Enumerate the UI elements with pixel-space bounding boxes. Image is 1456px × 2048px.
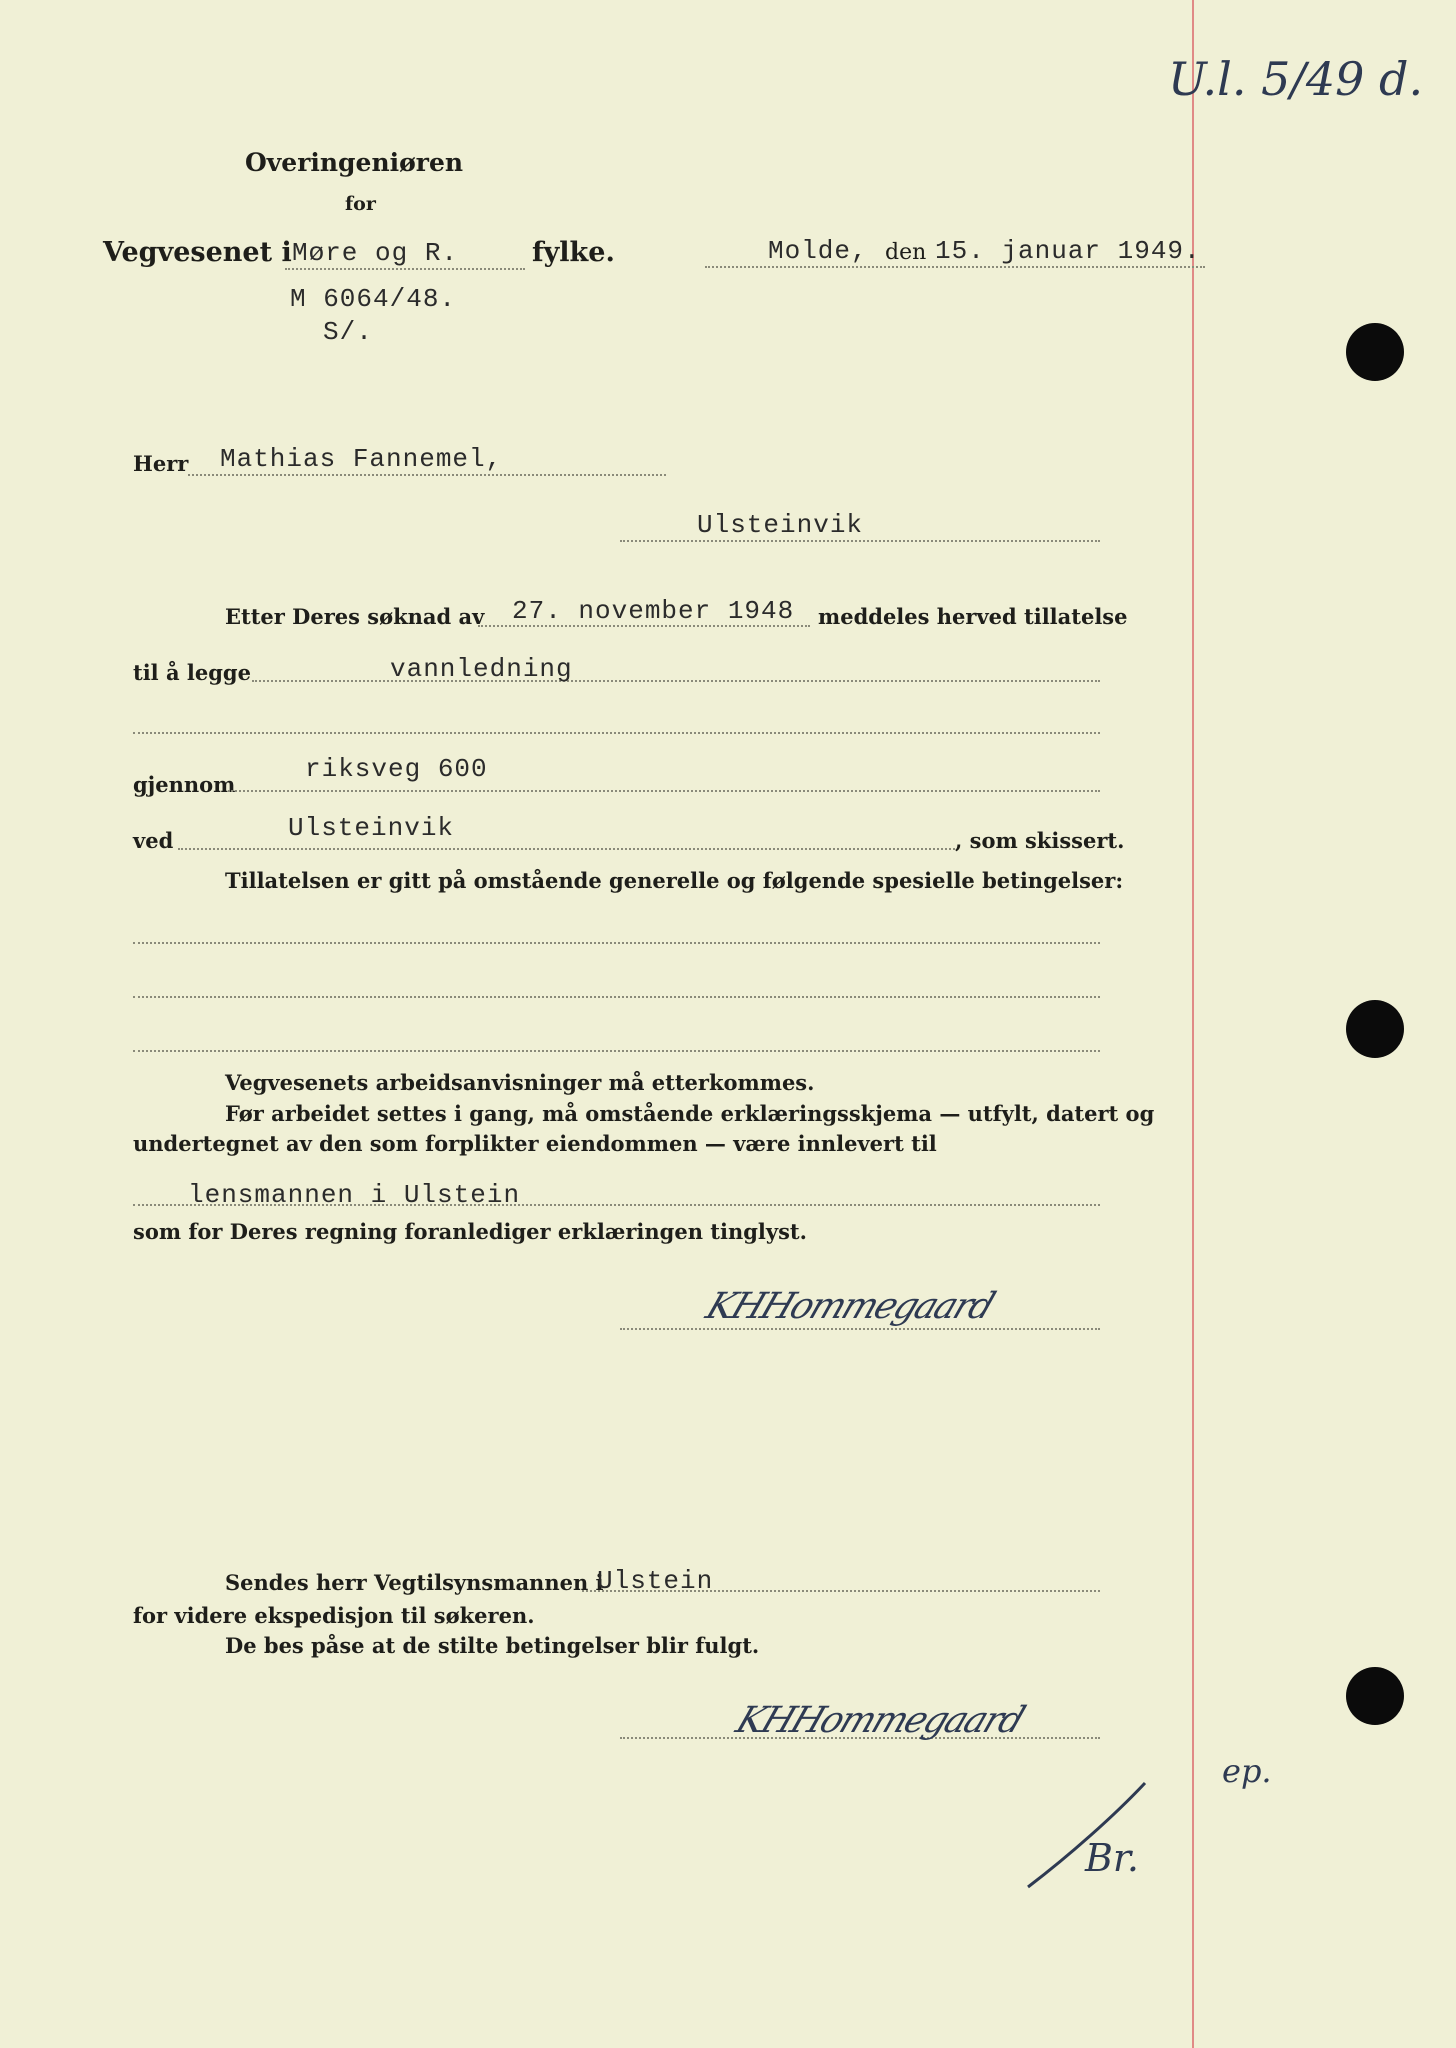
place-value: Molde,: [768, 236, 868, 266]
county-dotted-line: [285, 268, 525, 270]
conditions-line-3: [133, 1050, 1100, 1052]
location-dotted-line: [178, 848, 955, 850]
skissert-text: , som skissert.: [955, 828, 1125, 853]
forwarding-place: Ulstein: [597, 1566, 714, 1596]
signature-1-dotted-line: [620, 1328, 1100, 1330]
item-dotted-line: [252, 680, 1100, 682]
top-handwritten-note: U.l. 5/49 d.: [1168, 52, 1424, 106]
instruction-line-4: som for Deres regning foranlediger erklæringen tinglyst.: [133, 1219, 807, 1244]
road-value: riksveg 600: [305, 754, 488, 784]
road-dotted-line: [228, 790, 1100, 792]
forwarding-line-1: Sendes herr Vegtilsynsmannen i: [225, 1570, 604, 1595]
punch-hole-bottom: [1346, 1667, 1404, 1725]
til-legge-label: til å legge: [133, 660, 251, 685]
date-value: 15. januar 1949.: [935, 236, 1201, 266]
den-label: den: [885, 240, 927, 265]
recipient-place-dotted-line: [620, 540, 1100, 542]
punch-hole-top: [1346, 323, 1404, 381]
item-value: vannledning: [390, 654, 573, 684]
recipient-dotted-line: [188, 474, 666, 476]
herr-label: Herr: [133, 451, 189, 476]
signature-1: KHHommegaard: [700, 1286, 999, 1327]
authority-value: lensmannen i Ulstein: [188, 1180, 521, 1210]
gjennom-label: gjennom: [133, 772, 236, 797]
office-for: for: [345, 193, 376, 215]
office-title: Overingeniøren: [245, 148, 464, 177]
reference-number: M 6064/48.: [290, 284, 457, 314]
margin-note-br: Br.: [1085, 1836, 1139, 1880]
permission-text: meddeles herved tillatelse: [818, 604, 1128, 629]
item-extra-dotted-line: [133, 732, 1100, 734]
margin-rule: [1192, 0, 1194, 2048]
conditions-text: Tillatelsen er gitt på omstående generelle og følgende spesielle betingelser:: [225, 868, 1124, 893]
fylke-label: fylke.: [532, 237, 615, 268]
place-dotted-line: [705, 266, 1205, 268]
vegvesenet-label: Vegvesenet i: [103, 237, 292, 268]
margin-note-ep: ep.: [1222, 1752, 1272, 1790]
instruction-line-1: Vegvesenets arbeidsanvisninger må etterkommes.: [225, 1070, 815, 1095]
forwarding-line-2: for videre ekspedisjon til søkeren.: [133, 1603, 535, 1628]
reference-initials: S/.: [323, 317, 373, 347]
signature-2: KHHommegaard: [730, 1700, 1029, 1741]
conditions-line-1: [133, 942, 1100, 944]
instruction-line-2: Før arbeidet settes i gang, må omstående erklæringsskjema — utfylt, datert og: [225, 1101, 1155, 1126]
forwarding-line-3: De bes påse at de stilte betingelser blir fulgt.: [225, 1633, 760, 1658]
conditions-line-2: [133, 996, 1100, 998]
application-date: 27. november 1948: [512, 596, 795, 626]
ved-label: ved: [133, 828, 174, 853]
recipient-name: Mathias Fannemel,: [220, 444, 503, 474]
instruction-line-3: undertegnet av den som forplikter eiendommen — være innlevert til: [133, 1131, 937, 1156]
punch-hole-middle: [1346, 1000, 1404, 1058]
recipient-place: Ulsteinvik: [697, 510, 864, 540]
application-intro: Etter Deres søknad av: [225, 604, 485, 629]
county-value: Møre og R.: [292, 238, 459, 268]
location-value: Ulsteinvik: [288, 813, 455, 843]
